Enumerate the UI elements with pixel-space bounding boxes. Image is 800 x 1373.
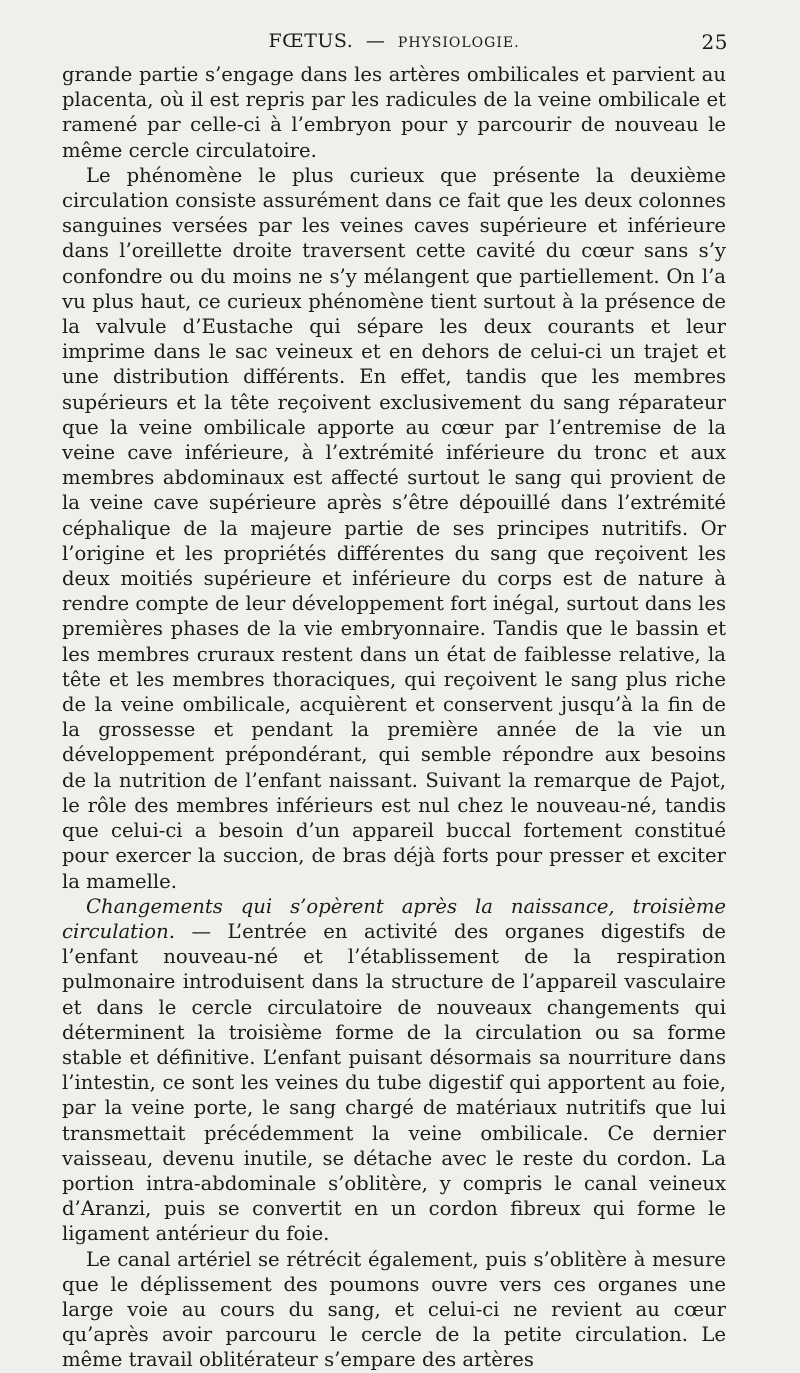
paragraph-canal-arteriel: Le canal artériel se rétrécit également, puis s’oblitère à mesure que le déplissement des poumons ouvre vers ces organes une large voie au cours du sang, et celui-ci ne revient au cœur qu’après avoir parcouru le cercle de la petite circulation. Le même travail oblitérateur s’empare des artères — [62, 1247, 726, 1372]
section-heading: Changements qui s’opèrent après la naissance, troisième circulation. — [62, 894, 726, 943]
page-number: 25 — [701, 30, 728, 54]
section-heading-dash: — — [174, 919, 212, 943]
paragraph-third-circulation — [62, 894, 726, 1247]
running-head-title: FŒTUS. — [268, 30, 354, 52]
running-head-separator: — — [365, 30, 386, 52]
running-head-subtitle: PHYSIOLOGIE. — [397, 35, 520, 51]
body-text — [62, 62, 726, 1373]
paragraph-second-circulation: Le phénomène le plus curieux que présente la deuxième circulation consiste assurément dans ce fait que les deux colonnes sanguines versées par les veines caves supérieure et inférieure dans l’oreillette droite traversent cette cavité du cœur sans s’y confondre ou du moins ne s’y mélangent que partiellement. On l’a vu plus haut, ce curieux phénomène tient surtout à la présence de la valvule d’Eustache qui sépare les deux courants et leur imprime dans le sac veineux et en dehors de celui-ci un trajet et une distribution différents. En effet, tandis que les membres supérieurs et la tête reçoivent exclusivement du sang réparateur que la veine ombilicale apporte au cœur par l’entremise de la veine cave inférieure, à l’extrémité inférieure du tronc et aux membres abdominaux est affecté surtout le sang qui provient de la veine cave supérieure après s’être dépouillé dans l’extrémité céphalique de la majeure partie de ses principes nutritifs. Or l’origine et les propriétés différentes du sang que reçoivent les deux moitiés supérieure et inférieure du corps est de nature à rendre compte de leur développement fort inégal, surtout dans les premières phases de la vie embryonnaire. Tandis que le bassin et les membres cruraux restent dans un état de faiblesse relative, la tête et les membres thoraciques, qui reçoivent le sang plus riche de la veine ombilicale, acquièrent et conservent jusqu’à la fin de la grossesse et pendant la première année de la vie un développement prépondérant, qui semble répondre aux besoins de la nutrition de l’enfant naissant. Suivant la remarque de Pajot, le rôle des membres inférieurs est nul chez le nouveau-né, tandis que celui-ci a besoin d’un appareil buccal fortement constitué pour exercer la succion, de bras déjà forts pour presser et exciter la mamelle. — [62, 163, 726, 893]
paragraph-continuation: grande partie s’engage dans les artères ombilicales et parvient au placenta, où il est repris par les radicules de la veine ombilicale et ramené par celle-ci à l’embryon pour y parcourir de nouveau le même cercle circulatoire. — [62, 63, 726, 162]
running-head — [62, 30, 726, 62]
section-body: L’entrée en activité des organes digestifs de l’enfant nouveau-né et l’établissement de la respiration pulmonaire introduisent dans la structure de l’appareil vasculaire et dans le cercle circulatoire de nouveaux changements qui déterminent la troisième forme de la circulation ou sa forme stable et définitive. L’enfant puisant désormais sa nourriture dans l’intestin, ce sont les veines du tube digestif qui apportent au foie, par la veine porte, le sang chargé de matériaux nutritifs que lui transmettait précédemment la veine ombilicale. Ce dernier vaisseau, devenu inutile, se détache avec le reste du cordon. La portion intra-abdominale s’oblitère, y compris le canal veineux d’Aranzi, puis se convertit en un cordon fibreux qui forme le ligament antérieur du foie. — [62, 919, 727, 1246]
